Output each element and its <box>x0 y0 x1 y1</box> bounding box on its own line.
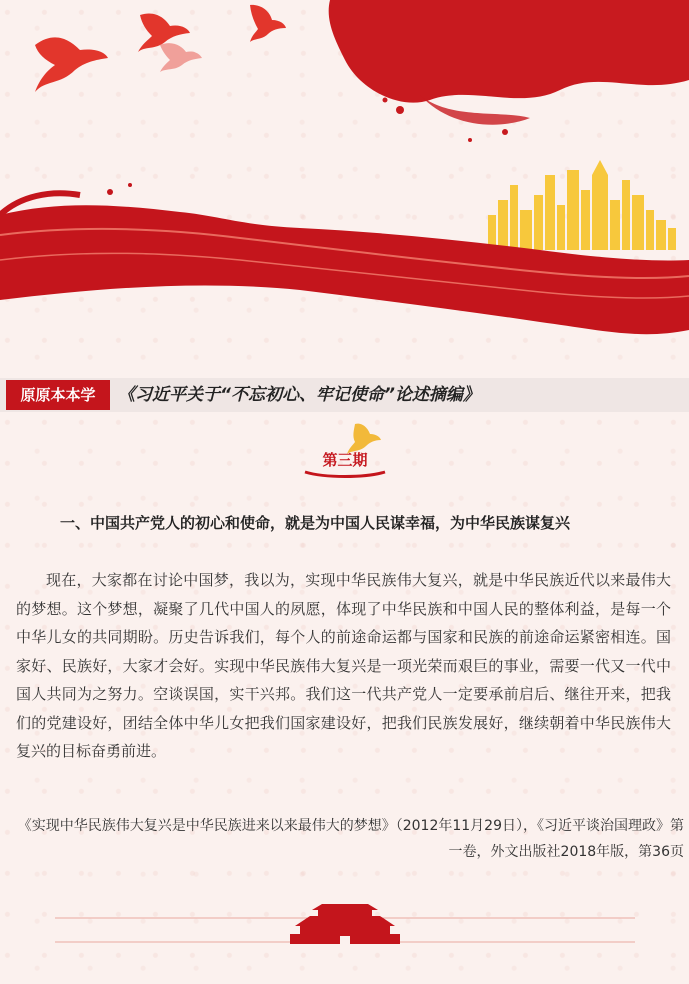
issue-label: 第三期 <box>322 451 368 469</box>
city-skyline-icon <box>488 160 676 250</box>
dove-icon <box>250 5 286 42</box>
dove-icon <box>160 43 202 72</box>
tiananmen-icon <box>290 904 400 944</box>
brush-splash <box>329 0 689 103</box>
section-tag: 原原本本学 <box>6 380 110 410</box>
body-paragraph: 现在，大家都在讨论中国梦，我以为，实现中华民族伟大复兴，就是中华民族近代以来最伟大的梦想。这个梦想，凝聚了几代中国人的夙愿，体现了中华民族和中国人民的整体利益，是每一个中华儿女的共同期盼。历史告诉我们，每个人的前途命运都与国家和民族的前途命运紧密相连。国家好、民族好，大家才会好。实现中华民族伟大复兴是一项光荣而艰巨的事业，需要一代又一代中国人共同为之努力。空谈误国，实干兴邦。我们这一代共产党人一定要承前启后、继往开来，把我们的党建设好，团结全体中华儿女把我们国家建设好，把我们民族发展好，继续朝着中华民族伟大复兴的目标奋勇前进。 <box>16 571 671 760</box>
section-heading: 一、中国共产党人的初心和使命，就是为中国人民谋幸福，为中华民族谋复兴 <box>60 514 571 532</box>
book-title: 《习近平关于“不忘初心、牢记使命”论述摘编》 <box>118 385 480 405</box>
red-wave-banner <box>0 0 689 360</box>
citation: 《实现中华民族伟大复兴是中华民族进来以来最伟大的梦想》（2012年11月29日），《习近平谈治国理政》第一卷，外文出版社2018年版，第36页 <box>17 818 684 860</box>
footer-decoration <box>0 900 689 960</box>
dove-icon <box>35 37 108 92</box>
